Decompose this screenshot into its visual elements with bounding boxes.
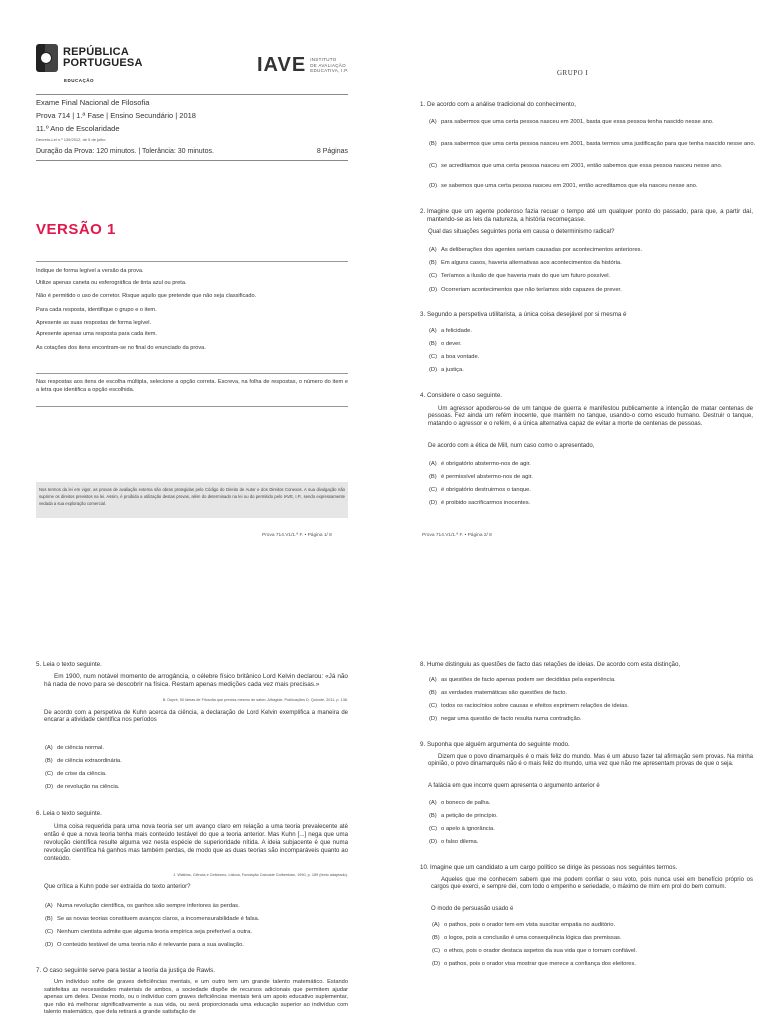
instruction: Apresente apenas uma resposta para cada item. (36, 331, 157, 337)
republica-portuguesa-logo (36, 44, 143, 72)
citation: B. Dupré, 50 Ideias de Filosofia que precisa mesmo de saber, Alfragide, Publicações D. Quixote, 2011, p. 136. (162, 698, 348, 702)
instruction: Apresente as suas respostas de forma legível. (36, 320, 152, 326)
question-stem: Segundo a perspetiva utilitarista, a única coisa desejável por si mesma é (427, 311, 627, 318)
instruction: Para cada resposta, identifique o grupo e o item. (36, 307, 157, 313)
question-number: 9. (420, 741, 426, 748)
question-stem: Imagine que um candidato a um cargo político se dirige às pessoas nos seguintes termos. (430, 864, 678, 871)
option-d[interactable]: (D) se sabemos que uma certa pessoa nasceu em 2001, então acreditamos que ela nasceu nesse ano. (429, 183, 698, 189)
exam-title: Exame Final Nacional de Filosofia (36, 98, 150, 107)
option-d[interactable]: (D) Ocorreriam acontecimentos que não teríamos sido capazes de prever. (429, 287, 622, 293)
option-b[interactable]: (B) Em alguns casos, haveria alternativas aos acontecimentos da história. (429, 260, 622, 266)
option-d[interactable]: (D) O conteúdo testável de uma teoria não é relevante para a sua avaliação. (45, 942, 244, 948)
question-number: 5. (36, 661, 42, 668)
option-d[interactable]: (D) o pathos, pois o orador visa mostrar que merece a confiança dos eleitores. (432, 961, 637, 967)
question-prompt: Qual das situações seguintes poria em causa o determinismo radical? (428, 229, 615, 235)
option-a[interactable]: (A) é obrigatório abstermo-nos de agir. (429, 461, 531, 467)
instruction: Não é permitido o uso de corretor. Risque aquilo que pretende que não seja classificado. (36, 293, 257, 299)
ano-escolaridade: 11.º Ano de Escolaridade (36, 124, 120, 133)
option-c[interactable]: (C) Nenhum cientista admite que alguma teoria empírica seja preferível a outra. (45, 929, 252, 935)
option-a[interactable]: (A) As deliberações dos agentes seriam causadas por acontecimentos anteriores. (429, 247, 643, 253)
question-7 (36, 967, 346, 975)
duration: Duração da Prova: 120 minutos. | Tolerância: 30 minutos. (36, 148, 214, 155)
question-number: 2. (420, 208, 426, 215)
question-stem: De acordo com a análise tradicional do conhecimento, (427, 101, 576, 108)
question-3 (420, 311, 750, 319)
option-c[interactable]: (C) a boa vontade. (429, 354, 480, 360)
question-2 (420, 208, 753, 223)
case-text: Um agressor apoderou-se de um tanque de guerra e manifestou publicamente a intenção de matar centenas de pessoas. Fez ainda um refém inocente, que mantém no tanque, usando-o como escudo humano. Destruir o tanque, matando o agressor e o refém, é a única alternativa capaz de evitar a morte de centenas de pessoas. (428, 405, 753, 427)
quote-text: Uma coisa requerida para uma nova teoria ser um avanço claro em relação a uma teoria prevalecente até então é que a nova teoria tenha mais conteúdo testável do que a teoria anterior. Mas Kuhn [...] nega que uma revolução científica resulte alguma vez nesta espécie de superioridade nítida. A ideia subjacente é que numa revolução científica há ganhos mas também perdas, de modo que as duas teorias são incomparáveis quanto ao conteúdo. (44, 823, 348, 862)
option-c[interactable]: (C) se acreditamos que uma certa pessoa nasceu em 2001, então sabemos que essa pessoa nasceu nesse ano. (429, 163, 723, 169)
iave-sub-2: DE AVALIAÇÃO (310, 62, 346, 68)
instruction: As cotações dos itens encontram-se no final do enunciado da prova. (36, 345, 206, 351)
group-title: GRUPO I (557, 69, 589, 77)
question-number: 4. (420, 392, 426, 399)
option-b[interactable]: (B) a petição de princípio. (429, 813, 498, 819)
question-number: 1. (420, 101, 426, 108)
iave-sub-1: INSTITUTO (310, 57, 337, 63)
question-9 (420, 741, 750, 749)
question-prompt: De acordo com a perspetiva de Kuhn acerca da ciência, a declaração de Lord Kelvin exemplifica a maneira de encarar a atividade científica nos períodos (44, 710, 348, 724)
logo-educacao: EDUCAÇÃO (64, 78, 95, 83)
option-d[interactable]: (D) negar uma questão de facto resulta numa contradição. (429, 716, 582, 722)
page-count: 8 Páginas (316, 148, 348, 155)
legal-notice (36, 482, 348, 518)
option-a[interactable]: (A) de ciência normal. (45, 745, 105, 751)
option-a[interactable]: (A) para sabermos que uma certa pessoa nasceu em 2001, basta que essa pessoa tenha nascido nesse ano. (429, 119, 714, 125)
speech-text: Aqueles que me conhecem sabem que me podem confiar o seu voto, pois nunca usei em benefício próprio os cargos que exerci, e sempre dei, com todo o empenho e seriedade, o máximo de mim em prol do bem comum. (431, 877, 753, 891)
case-text: Um indivíduo sofre de graves deficiências mentais, e um outro tem um grande talento matemático. Estando satisfeitas as necessidades materiais de ambos, a sociedade dispõe de recursos adicionais que permitem ajudar apenas um deles. Desse modo, ou o indivíduo com graves deficiências mentais terá um apoio educativo suplementar, que não irá melhorar significativamente a sua vida, ou será proporcionada uma educação superior ao indivíduo com talento matemático, que dela retirará a grande satisfação de (44, 979, 348, 1016)
question-4 (420, 392, 750, 400)
iave-sub-3: EDUCATIVA, I.P. (310, 68, 349, 74)
question-stem: Leia o texto seguinte. (43, 661, 102, 668)
logo-line-1: REPÚBLICA (63, 46, 129, 58)
argument-text: Dizem que o povo dinamarquês é o mais feliz do mundo. Mas é um abuso fazer tal afirmação sem provas. Na minha opinião, o povo dinamarquês não é o mais feliz do mundo, uma vez que não me apresentam provas de que o seja. (428, 754, 753, 768)
instruction: Utilize apenas caneta ou esferográfica de tinta azul ou preta. (36, 280, 187, 286)
option-a[interactable]: (A) Numa revolução científica, os ganhos são sempre inferiores às perdas. (45, 903, 240, 909)
question-number: 8. (420, 661, 426, 668)
question-prompt: O modo de persuasão usado é (431, 906, 514, 912)
option-c[interactable]: (C) é obrigatório destruirmos o tanque. (429, 487, 531, 493)
duration-row (36, 148, 348, 155)
question-stem: Considere o caso seguinte. (427, 392, 502, 399)
portugal-shield-icon (36, 44, 58, 72)
legal-text: Nos termos da lei em vigor, as provas de avaliação externa são obras protegidas pelo Código do Direito de Autor e dos Direitos Conexos. A sua divulgação não suprime os direitos previstos na lei. Assim, é proibida a utilização destas provas, além do determinado na lei ou do permitido pelo IAVE, I.P., sendo expressamente vedada a sua exploração comercial. (39, 487, 345, 506)
option-c[interactable]: (C) o apelo à ignorância. (429, 826, 495, 832)
decreto-lei: Decreto-Lei n.º 139/2012, de 5 de julho (36, 137, 106, 142)
multiple-choice-instruction (36, 373, 348, 407)
multiple-choice-text: Nas respostas aos itens de escolha múltipla, selecione a opção correta. Escreva, na folha de respostas, o número do item e a letra que identifica a opção escolhida. (36, 379, 348, 393)
quote-text: Em 1900, num notável momento de arrogância, o célebre físico britânico Lord Kelvin declarou: «Já não há nada de novo para se descobrir na física. Restam apenas medições cada vez mais precisas.» (44, 673, 348, 688)
question-8 (420, 661, 750, 669)
option-c[interactable]: (C) o ethos, pois o orador destaca aspetos da sua vida que o tornam confiável. (432, 948, 638, 954)
question-prompt: De acordo com a ética de Mill, num caso como o apresentado, (428, 443, 595, 449)
question-stem: O caso seguinte serve para testar a teoria da justiça de Rawls. (43, 967, 215, 974)
question-prompt: Que crítica a Kuhn pode ser extraída do texto anterior? (44, 884, 191, 890)
option-d[interactable]: (D) o falso dilema. (429, 839, 479, 845)
prova-info: Prova 714 | 1.ª Fase | Ensino Secundário | 2018 (36, 111, 196, 120)
option-b[interactable]: (B) Se as novas teorias constituem avanços claros, a incomensurabilidade é falsa. (45, 916, 260, 922)
option-c[interactable]: (C) Teríamos a ilusão de que haveria mais do que um futuro possível. (429, 273, 611, 279)
option-d[interactable]: (D) é proibido sacrificarmos inocentes. (429, 500, 531, 506)
question-stem: Leia o texto seguinte. (43, 810, 102, 817)
question-5 (36, 661, 346, 669)
question-1 (420, 101, 750, 109)
option-a[interactable]: (A) o pathos, pois o orador tem em vista suscitar empatia no auditório. (432, 922, 616, 928)
question-number: 3. (420, 311, 426, 318)
option-c[interactable]: (C) de crise da ciência. (45, 771, 107, 777)
instructions-box (36, 261, 348, 351)
logo-line-2: PORTUGUESA (63, 57, 143, 69)
option-b[interactable]: (B) de ciência extraordinária. (45, 758, 122, 764)
page-1 (0, 0, 384, 560)
instruction: Indique de forma legível a versão da prova. (36, 268, 144, 274)
iave-logo (257, 54, 348, 77)
header-rule (36, 94, 348, 95)
question-number: 6. (36, 810, 42, 817)
page-3 (0, 560, 384, 1024)
question-number: 7. (36, 967, 42, 974)
option-b[interactable]: (B) para sabermos que uma certa pessoa nasceu em 2001, basta termos uma justificação para que tenha nascido nesse ano. (429, 141, 756, 147)
option-a[interactable]: (A) a felicidade. (429, 328, 472, 334)
option-b[interactable]: (B) o logos, pois a conclusão é uma consequência lógica das premissas. (432, 935, 622, 941)
citation: J. Watkins, Ciência e Ceticismo, Lisboa, Fundação Calouste Gulbenkian, 1990, p. 189 (texto adaptado). (173, 873, 348, 877)
question-prompt: A falácia em que incorre quem apresenta o argumento anterior é (428, 783, 600, 789)
question-10 (420, 864, 753, 872)
header-rule-bottom (36, 160, 348, 161)
page-footer-1: Prova 714.V1/1.ª F. • Página 1/ 8 (262, 533, 332, 538)
version-title: VERSÃO 1 (36, 221, 116, 238)
option-d[interactable]: (D) de revolução na ciência. (45, 784, 120, 790)
option-c[interactable]: (C) todos os raciocínios sobre causas e efeitos exprimem relações de ideias. (429, 703, 629, 709)
question-number: 10. (420, 864, 429, 871)
page-footer-2: Prova 714.V1/1.ª F. • Página 2/ 8 (422, 533, 492, 538)
option-b[interactable]: (B) as verdades matemáticas são questões de facto. (429, 690, 567, 696)
question-6 (36, 810, 346, 818)
option-a[interactable]: (A) as questões de facto apenas podem ser decididas pela experiência. (429, 677, 616, 683)
question-stem: Imagine que um agente poderoso fazia recuar o tempo até um qualquer ponto do passado, para que, a partir daí, mantendo-se as leis da natureza, a história recomeçasse. (427, 208, 753, 223)
option-b[interactable]: (B) o dever. (429, 341, 462, 347)
option-b[interactable]: (B) é permissível abstermo-nos de agir. (429, 474, 533, 480)
option-a[interactable]: (A) o boneco de palha. (429, 800, 491, 806)
question-stem: Hume distinguiu as questões de facto das relações de ideias. De acordo com esta distinção, (427, 661, 681, 668)
option-d[interactable]: (D) a justiça. (429, 367, 464, 373)
question-stem: Suponha que alguém argumenta do seguinte modo. (427, 741, 570, 748)
iave-wordmark: IAVE (257, 54, 307, 76)
